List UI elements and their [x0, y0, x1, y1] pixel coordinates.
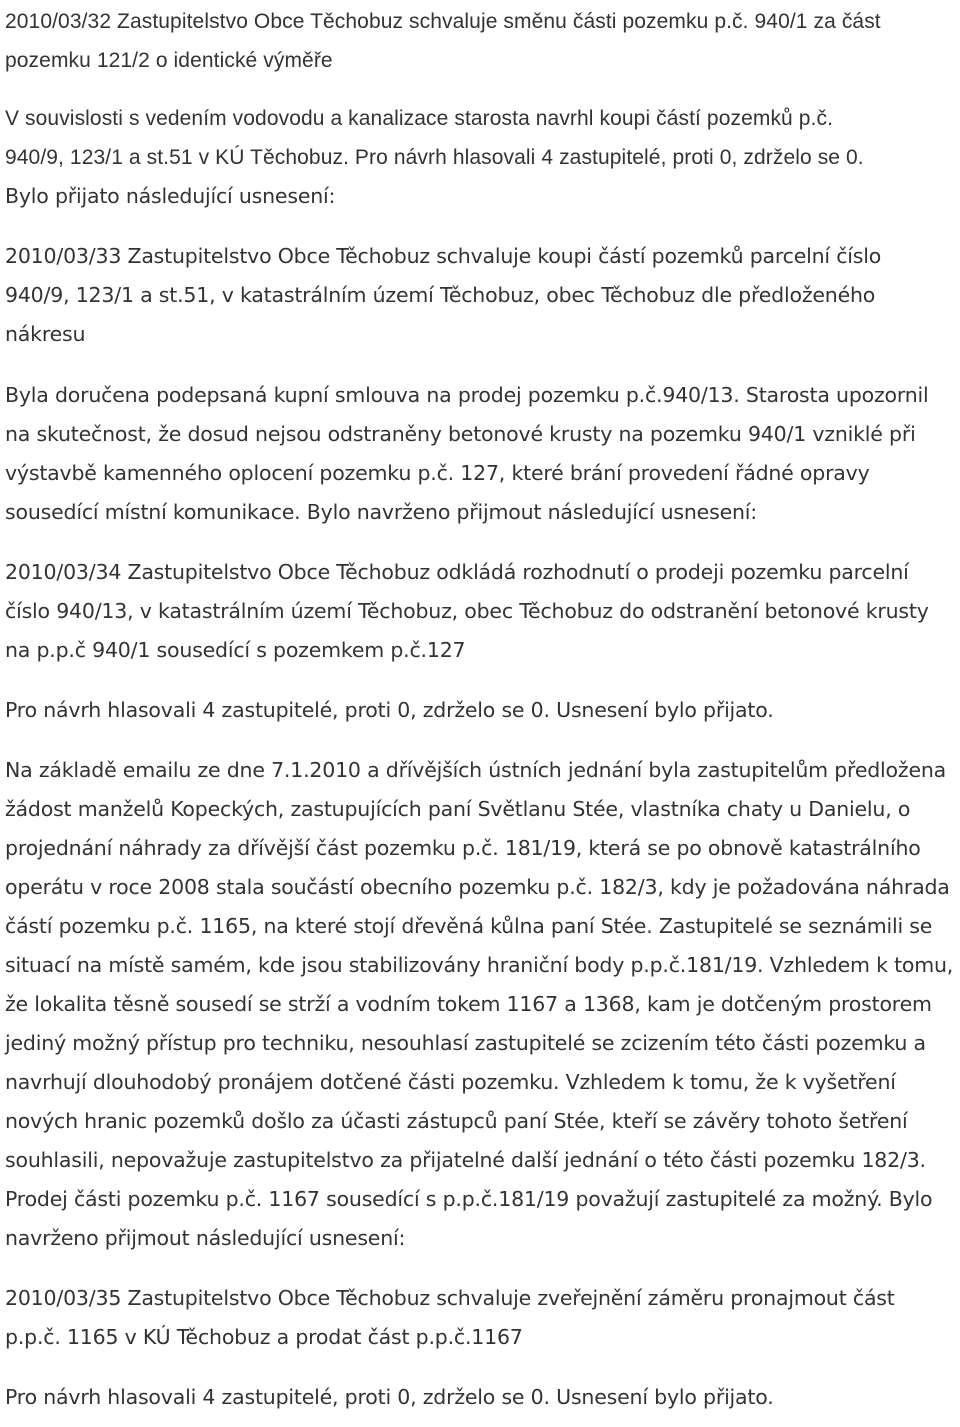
text-line: Bylo přijato následující usnesení: [5, 184, 336, 208]
text-line: navrhují dlouhodobý pronájem dotčené části pozemku. Vzhledem k tomu, že k vyšetření [5, 1070, 896, 1094]
text-line: nákresu [5, 322, 86, 346]
resolution-2010-03-34 [5, 553, 952, 670]
text-line: p.p.č. 1165 v KÚ Těchobuz a prodat část p.p.č.1167 [5, 1325, 523, 1349]
text-line: sousedící místní komunikace. Bylo navrženo přijmout následující usnesení: [5, 500, 757, 524]
text-line: navrženo přijmout následující usnesení: [5, 1226, 406, 1250]
text-line: že lokalita těsně sousedí se strží a vodním tokem 1167 a 1368, kam je dotčeným prostorem [5, 992, 932, 1016]
text-line: 2010/03/32 Zastupitelstvo Obce Těchobuz schvaluje směnu části pozemku p.č. 940/1 za část [5, 10, 881, 33]
text-line: na p.p.č 940/1 sousedící s pozemkem p.č.127 [5, 638, 466, 662]
text-line: souhlasili, nepovažuje zastupitelstvo za přijatelné další jednání o této části pozemku 182/3. [5, 1148, 926, 1172]
text-line: Pro návrh hlasovali 4 zastupitelé, proti 0, zdrželo se 0. Usnesení bylo přijato. [5, 1385, 774, 1409]
text-line: nových hranic pozemků došlo za účasti zástupců paní Stée, kteří se závěry tohoto šetření [5, 1109, 908, 1133]
text-line: 940/9, 123/1 a st.51 v KÚ Těchobuz. Pro návrh hlasovali 4 zastupitelé, proti 0, zdrželo se 0. [5, 146, 864, 169]
text-line: 2010/03/33 Zastupitelstvo Obce Těchobuz schvaluje koupi částí pozemků parcelní číslo [5, 244, 882, 268]
vote-result [5, 1378, 952, 1417]
paragraph-land-purchase-proposal [5, 99, 952, 216]
text-line: Byla doručena podepsaná kupní smlouva na prodej pozemku p.č.940/13. Starosta upozornil [5, 383, 929, 407]
text-line: 2010/03/35 Zastupitelstvo Obce Těchobuz schvaluje zveřejnění záměru pronajmout část [5, 1286, 895, 1310]
text-line: částí pozemku p.č. 1165, na které stojí dřevěná kůlna paní Stée. Zastupitelé se seznámili se [5, 914, 933, 938]
text-line: na skutečnost, že dosud nejsou odstraněny betonové krusty na pozemku 940/1 vzniklé při [5, 422, 916, 446]
vote-result [5, 691, 952, 730]
text-line: 2010/03/34 Zastupitelstvo Obce Těchobuz odkládá rozhodnutí o prodeji pozemku parcelní [5, 560, 909, 584]
text-line: Na základě emailu ze dne 7.1.2010 a dřívějších ústních jednání byla zastupitelům předložena [5, 758, 947, 782]
text-line: Pro návrh hlasovali 4 zastupitelé, proti 0, zdrželo se 0. Usnesení bylo přijato. [5, 698, 774, 722]
text-line: jediný možný přístup pro techniku, nesouhlasí zastupitelé se zcizením této části pozemku a [5, 1031, 926, 1055]
text-line: Prodej části pozemku p.č. 1167 sousedící s p.p.č.181/19 považují zastupitelé za možný. Bylo [5, 1187, 933, 1211]
paragraph-kopecky-request [5, 751, 952, 1258]
resolution-2010-03-32 [5, 2, 952, 80]
text-line: operátu v roce 2008 stala součástí obecního pozemku p.č. 182/3, kdy je požadována náhrada [5, 875, 950, 899]
text-line: žádost manželů Kopeckých, zastupujících paní Světlanu Stée, vlastníka chaty u Danielu, o [5, 797, 911, 821]
text-line: pozemku 121/2 o identické výměře [5, 49, 333, 72]
text-line: číslo 940/13, v katastrálním území Těchobuz, obec Těchobuz do odstranění betonové krusty [5, 599, 929, 623]
resolution-2010-03-33 [5, 237, 952, 354]
paragraph-sale-contract [5, 376, 952, 532]
text-line: 940/9, 123/1 a st.51, v katastrálním území Těchobuz, obec Těchobuz dle předloženého [5, 283, 876, 307]
resolution-2010-03-35 [5, 1279, 952, 1357]
text-line: V souvislosti s vedením vodovodu a kanalizace starosta navrhl koupi částí pozemků p.č. [5, 107, 834, 130]
text-line: výstavbě kamenného oplocení pozemku p.č. 127, které brání provedení řádné opravy [5, 461, 870, 485]
text-line: projednání náhrady za dřívější část pozemku p.č. 181/19, která se po obnově katastrálního [5, 836, 921, 860]
text-line: situací na místě samém, kde jsou stabilizovány hraniční body p.p.č.181/19. Vzhledem k tomu, [5, 953, 954, 977]
